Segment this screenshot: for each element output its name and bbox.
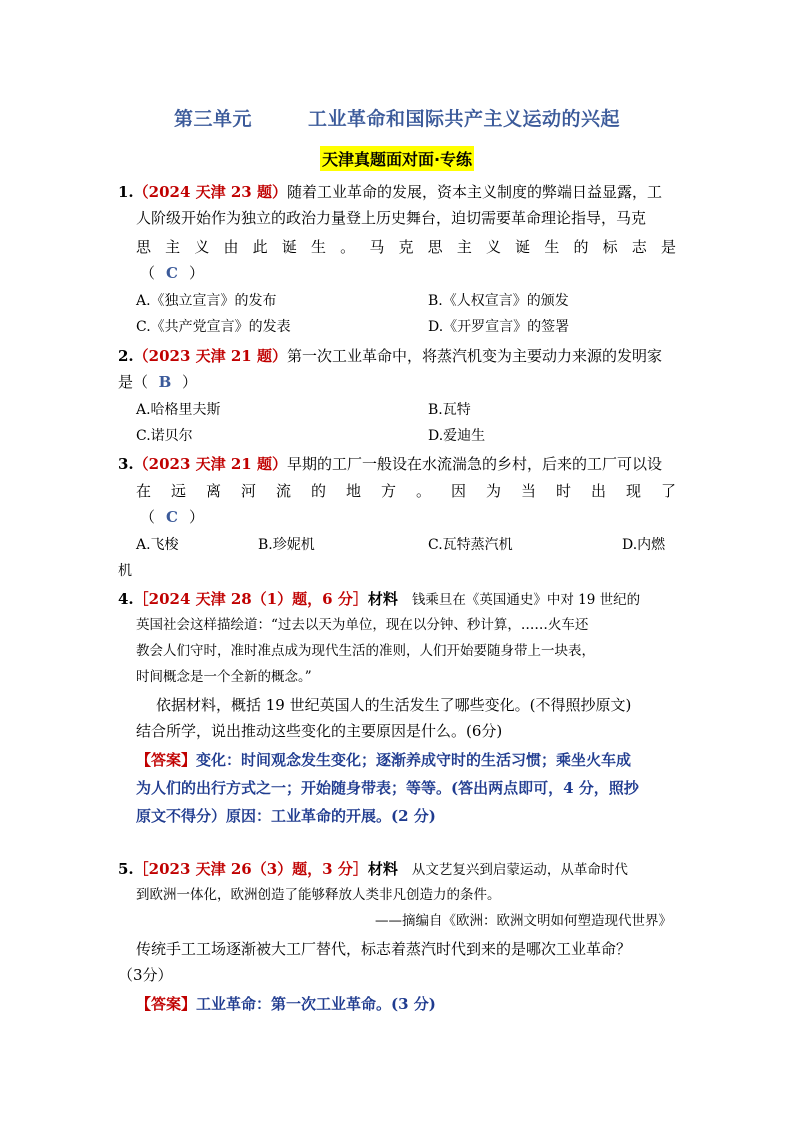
q3-paren-close: ） <box>189 508 205 526</box>
q4-answer1 <box>136 746 631 774</box>
q1-paren-open: （ <box>140 264 156 282</box>
q2-line1 <box>118 343 662 369</box>
q1-answer-line <box>140 260 204 286</box>
q3-number: 3. <box>118 455 134 473</box>
q1-line1 <box>118 179 662 205</box>
q5-citation: ——摘编自《欧洲：欧洲文明如何塑造现代世界》 <box>375 913 672 929</box>
q4-answer-tag: 【答案】 <box>136 751 197 769</box>
q4-material4: 时间概念是一个全新的概念。” <box>136 669 312 685</box>
q2-answer: B <box>158 373 172 391</box>
q5-question2: （3分） <box>118 966 173 984</box>
q5-material2: 到欧洲一体化，欧洲创造了能够释放人类非凡创造力的条件。 <box>136 887 501 903</box>
q4-question1: 依据材料，概括 19 世纪英国人的生活发生了哪些变化。(不得照抄原文) <box>156 696 632 714</box>
q4-material3: 教会人们守时，准时准点成为现代生活的准则，人们开始要随身带上一块表， <box>136 643 595 659</box>
q2-option-b: B.瓦特 <box>428 402 471 418</box>
q1-line3: 思主义由此诞生。马克思主义诞生的标志是 <box>136 238 676 256</box>
q1-option-a: A.《独立宣言》的发布 <box>136 293 277 309</box>
q5-answer <box>136 990 436 1018</box>
page-title <box>0 104 794 131</box>
q2-option-c: C.诺贝尔 <box>136 428 193 444</box>
q3-source: （2023 天津 21 题） <box>133 455 287 473</box>
q4-answer3: 原文不得分）原因：工业革命的开展。(2 分) <box>136 807 436 825</box>
q2-option-a: A.哈格里夫斯 <box>136 402 221 418</box>
unit-title: 工业革命和国际共产主义运动的兴起 <box>308 108 621 130</box>
unit-label: 第三单元 <box>173 108 252 130</box>
q3-paren-open: （ <box>140 508 156 526</box>
q3-option-a: A.飞梭 <box>136 537 179 553</box>
q5-answer-text: 工业革命：第一次工业革命。(3 分) <box>196 995 436 1013</box>
q4-answer2: 为人们的出行方式之一；开始随身带表；等等。(答出两点即可，4 分，照抄 <box>136 779 639 797</box>
q5-line1 <box>118 856 628 883</box>
q1-text1: 随着工业革命的发展，资本主义制度的弊端日益显露，工 <box>286 183 662 201</box>
q5-material1: 从文艺复兴到启蒙运动，从革命时代 <box>411 862 628 878</box>
q3-answer: C <box>166 508 178 526</box>
q3-answer-line <box>140 504 204 530</box>
q1-line2: 人阶级开始作为独立的政治力量登上历史舞台，迫切需要革命理论指导，马克 <box>136 209 647 227</box>
q3-text1: 早期的工厂一般设在水流湍急的乡村，后来的工厂可以设 <box>286 455 662 473</box>
q1-source: （2024 天津 23 题） <box>133 183 287 201</box>
q1-option-b: B.《人权宣言》的颁发 <box>428 293 569 309</box>
q1-number: 1. <box>118 183 134 201</box>
q4-material2: 英国社会这样描绘道：“过去以天为单位，现在以分钟、秒计算，……火车还 <box>136 617 589 633</box>
q2-text1: 第一次工业革命中，将蒸汽机变为主要动力来源的发明家 <box>286 347 662 365</box>
q4-number: 4. <box>118 590 134 608</box>
q4-material1: 钱乘旦在《英国通史》中对 19 世纪的 <box>411 592 641 608</box>
q3-line1 <box>118 451 662 477</box>
q2-pre: 是（ <box>118 373 149 391</box>
q2-option-d: D.爱迪生 <box>428 428 486 444</box>
q5-source: ［2023 天津 26（3）题，3 分］ <box>133 860 368 878</box>
q2-paren-close: ） <box>182 373 198 391</box>
q3-option-c: C.瓦特蒸汽机 <box>428 537 513 553</box>
q3-option-d: D.内燃 <box>622 537 666 553</box>
q1-answer: C <box>166 264 178 282</box>
subtitle-wrap <box>0 146 794 171</box>
q2-answer-line <box>118 369 197 395</box>
q3-option-b: B.珍妮机 <box>258 537 315 553</box>
q5-number: 5. <box>118 860 134 878</box>
q4-material-label: 材料 <box>367 590 398 608</box>
q5-question1: 传统手工工场逐渐被大工厂替代，标志着蒸汽时代到来的是哪次工业革命？ <box>136 940 632 958</box>
q2-source: （2023 天津 21 题） <box>133 347 287 365</box>
q4-source: ［2024 天津 28（1）题，6 分］ <box>133 590 368 608</box>
q3-line2: 在远离河流的地方。因为当时出现了 <box>136 482 676 500</box>
q2-number: 2. <box>118 347 134 365</box>
q1-paren-close: ） <box>189 264 205 282</box>
q3-option-d-wrap: 机 <box>118 563 132 579</box>
q5-answer-tag: 【答案】 <box>136 995 197 1013</box>
q5-material-label: 材料 <box>367 860 398 878</box>
q1-option-c: C.《共产党宣言》的发表 <box>136 319 291 335</box>
q1-option-d: D.《开罗宣言》的签署 <box>428 319 570 335</box>
q4-question2: 结合所学，说出推动这些变化的主要原因是什么。(6分) <box>136 722 503 740</box>
q4-answer-text1: 变化：时间观念发生变化；逐渐养成守时的生活习惯；乘坐火车成 <box>196 751 632 769</box>
page-subtitle: 天津真题面对面·专练 <box>320 146 474 171</box>
q4-line1 <box>118 586 640 613</box>
